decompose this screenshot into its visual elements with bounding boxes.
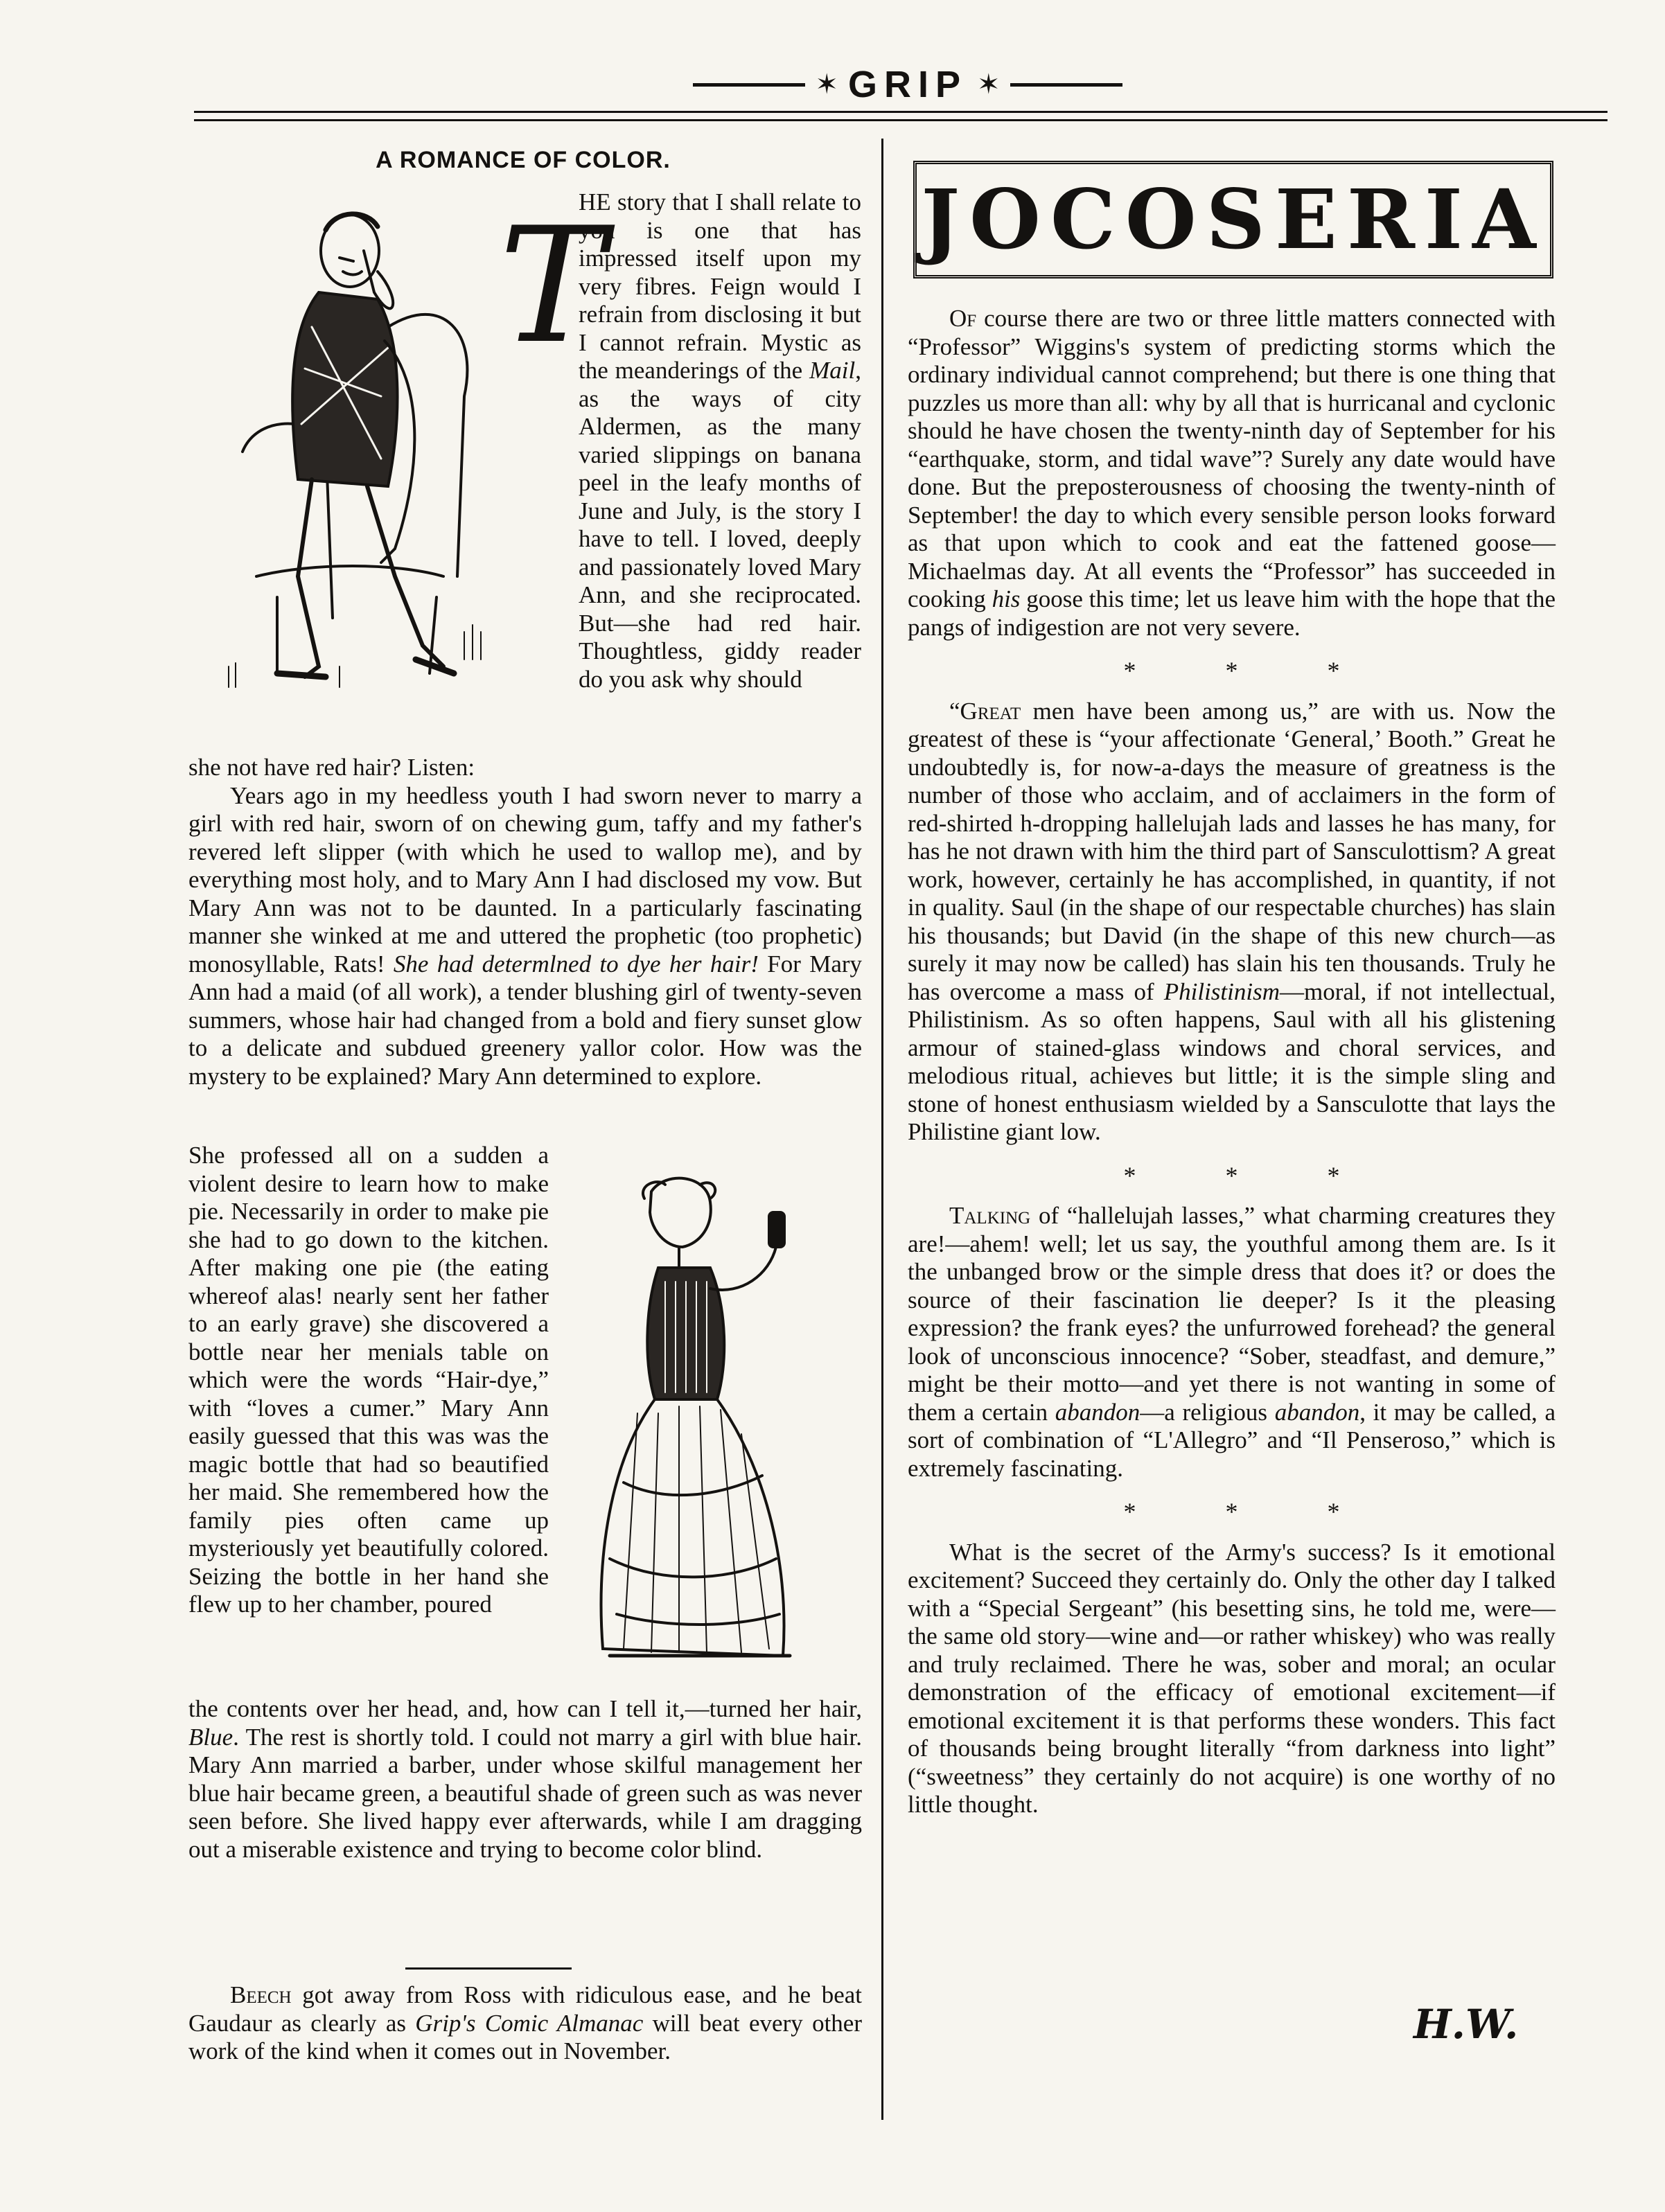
- illustration-woman-with-bottle: [568, 1171, 852, 1690]
- army-success-paragraph: What is the secret of the Army's success? Is it emotional excitement? Succeed they certainly do. Only the other day I talked with a “Special Sergeant” (his besetting sins, he told me, were—the same old story—wine and—or rather whiskey) who was really and truly reclaimed. There he was, sober and moral; an ocular demonstration of the efficacy of emotional excitement—if emotional excitement it is that performs these wonders. This fact of thousands being brought literally “from darkness into light” (“sweetness” they certainly do not acquire) is one worthy of no little thought.: [908, 1538, 1556, 1818]
- almanac-paragraph: Beech got away from Ross with ridiculous ease, and he beat Gaudaur as clearly as Grip's Comic Almanac will beat every other work of the kind when it comes out in November.: [188, 1981, 862, 2064]
- story-body-1: [188, 754, 862, 1090]
- masthead-rule-right: [1010, 83, 1122, 87]
- story-paragraph: the contents over her head, and, how can I tell it,—turned her hair, Blue. The rest is shortly told. I could not marry a girl with blue hair. Mary Ann married a barber, under whose skilful management her blue hair became green, a beautiful shade of green such as was never seen before. She lived happy ever afterwards, while I am dragging out a miserable existence and trying to become color blind.: [188, 1695, 862, 1863]
- salvation-army-paragraph: “Great men have been among us,” are with us. Now the greatest of these is “your affectionate ‘General,’ Booth.” Great he undoubtedly is, for now-a-days the measure of greatness is the number of those who acclaim, and of acclaimers in the form of red-shirted h-dropping hallelujah lads and lasses he has many, for has he not drawn with him the third part of Sansculottism? A great work, however, certainly he has accomplished, in quantity, if not in quality. Saul (in the shape of our respectable churches) has slain his thousands; but David (in the shape of this new church—as surely it may now be called) has slain his ten thousands. Truly he has overcome a mass of Philistinism—moral, if not intellectual, Philistinism. As so often happens, Saul with all his glistening armour of stained-glass windows and choral services, and melodious ritual, achieves but little; it is the simple sling and stone of honest enthusiasm wielded by a Sansculotte that lays the Philistine giant low.: [908, 697, 1556, 1145]
- banner-title: JOCOSERIA: [921, 171, 1546, 267]
- header-rule-bottom: [194, 119, 1607, 121]
- article-headline: A ROMANCE OF COLOR.: [376, 147, 671, 173]
- jocoseria-banner: [913, 161, 1553, 278]
- section-separator: * * *: [1123, 657, 1382, 684]
- star-ornament-icon: ✶: [815, 69, 838, 100]
- hallelujah-lasses-paragraph: Talking of “hallelujah lasses,” what charming creatures they are!—ahem! well; let us say, the youthful among them are. Is it the unbanged brow or the simple dress that does it? or does the source of their fascination lie deeper? Is it the pleasing expression? the frank eyes? the unfurrowed forehead? the general look of unconscious innocence? “Sober, steadfast, and demure,” might be their motto—and yet there is not wanting in some of them a certain abandon—a religious abandon, it may be called, a sort of combination of “L'Allegro” and “Il Penseroso,” which is extremely fascinating.: [908, 1202, 1556, 1482]
- header-rule-top: [194, 111, 1607, 113]
- section-rule: [405, 1967, 572, 1970]
- story-paragraph: she not have red hair? Listen:: [188, 754, 475, 781]
- star-ornament-icon: ✶: [977, 69, 1001, 100]
- story-middle-wrap: She professed all on a sudden a violent desire to learn how to make pie. Necessarily in order to make pie she had to go down to the kitchen. After making one pie (the eating whereof alas! nearly sent her father to an early grave) she discovered a bottle near her menials table on which were the words “Hair-dye,” with “loves a cumer.” Mary Ann easily guessed that this was was the magic bottle that had so beautified her maid. She remembered how the family pies often came up mysteriously yet beautifully colored. Seizing the bottle in her hand she flew up to her chamber, poured: [188, 1142, 549, 1618]
- column-divider: [881, 139, 883, 2120]
- section-separator: * * *: [1123, 1498, 1382, 1525]
- story-body-2: [188, 1695, 862, 1864]
- drop-cap: T: [499, 194, 606, 379]
- jocoseria-column: [908, 305, 1556, 1819]
- story-opening-wrap: HE story that I shall relate to you is one that has impressed itself upon my very fibres. Feign would I refrain from disclosing it but I cannot refrain. Mystic as the meanderings of the Mail, as the ways of city Aldermen, as the many varied slippings on banana peel in the leafy months of June and July, is the story I have to tell. I loved, deeply and passionately loved Mary Ann, and she reciprocated. But—she had red hair. Thoughtless, giddy reader do you ask why should: [579, 188, 861, 693]
- illustration-despairing-man: [215, 188, 606, 701]
- masthead-title: GRIP: [847, 64, 968, 105]
- author-signature: H.W.: [1413, 2001, 1519, 2048]
- almanac-note: [188, 1981, 862, 2066]
- masthead: [693, 64, 1122, 105]
- story-paragraph: Years ago in my heedless youth I had sworn never to marry a girl with red hair, sworn of on chewing gum, taffy and my father's revered left slipper (with which he used to wallop me), and by everything most holy, and to Mary Ann I had disclosed my vow. But Mary Ann was not to be daunted. In a particularly fascinating manner she winked at me and uttered the prophetic (too prophetic) monosyllable, Rats! She had determlned to dye her hair! For Mary Ann had a maid (of all work), a tender blushing girl of twenty-seven summers, whose hair had changed from a bold and fiery sunset glow to a delicate and subdued greenery yallor color. How was the mystery to be explained? Mary Ann determined to explore.: [188, 781, 863, 1090]
- masthead-rule-left: [693, 83, 805, 87]
- wiggins-paragraph: Of course there are two or three little matters connected with “Professor” Wiggins's system of predicting storms which the ordinary individual cannot comprehend; but there is one thing that puzzles us more than all: why by all that is hurricanal and cyclonic should he have chosen the twenty-ninth day of September for his “earthquake, storm, and tidal wave”? Surely any date would have done. But the preposterousness of choosing the twenty-ninth of September! the day to which every sensible person looks forward as that upon which to cook and eat the fattened goose—Michaelmas day. At all events the “Professor” has succeeded in cooking his goose this time; let us leave him with the hope that the pangs of indigestion are not very severe.: [908, 305, 1556, 641]
- section-separator: * * *: [1123, 1161, 1382, 1189]
